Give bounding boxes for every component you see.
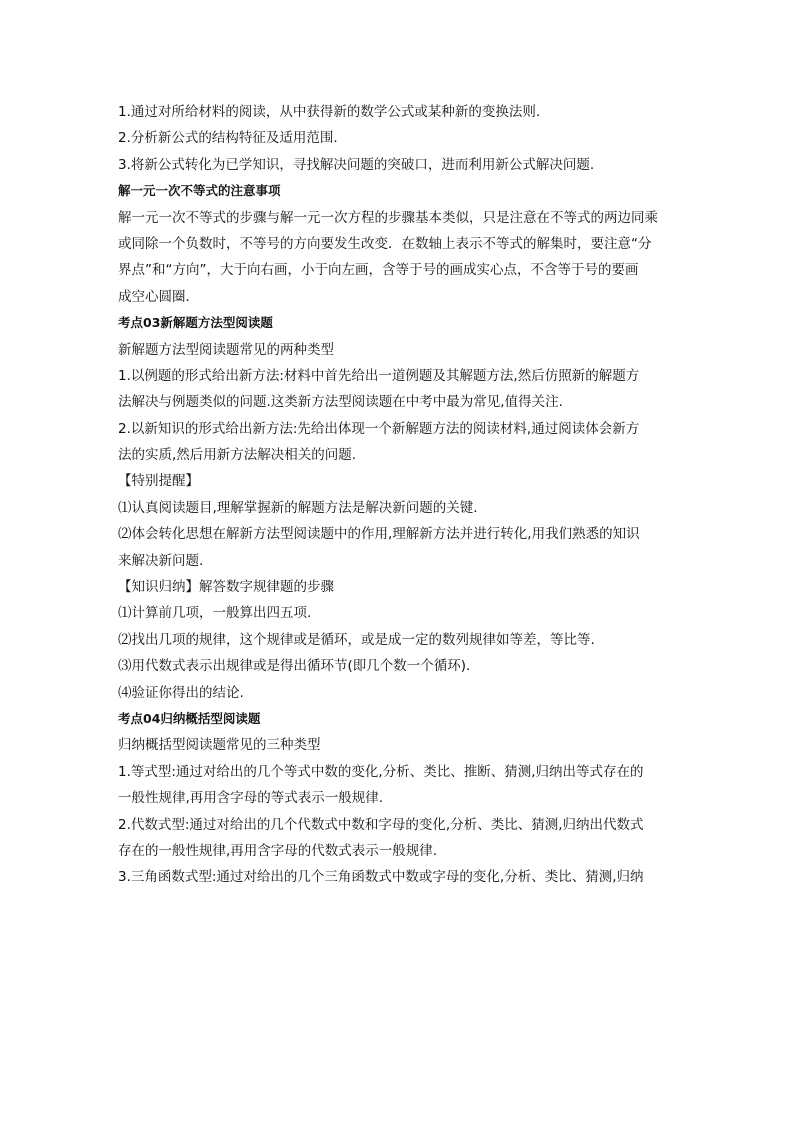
text-line-28: 2.代数式型:通过对给出的几个代数式中数和字母的变化,分析、类比、猜测,归纳出代数式 [118,816,644,833]
section-heading-kaodian-04: 考点04归纳概括型阅读题 [118,710,261,726]
text-line-14: 法的实质,然后用新方法解决相关的问题. [118,447,357,464]
text-line-1: 1.通过对所给材料的阅读，从中获得新的数学公式或某种新的变换法则. [118,104,541,120]
text-line-27: 一般性规律,再用含字母的等式表示一般规律. [118,790,384,807]
text-line-16: ⑴认真阅读题目,理解掌握新的解题方法是解决新问题的关键. [118,499,478,516]
section-heading-kaodian-03: 考点03新解题方法型阅读题 [118,315,273,331]
text-line-25: 归纳概括型阅读题常见的三种类型 [118,737,321,754]
text-line-12: 法解决与例题类似的问题.这类新方法型阅读题在中考中最为常见,值得关注. [118,394,563,411]
text-line-21: ⑵找出几项的规律，这个规律或是循环，或是成一定的数列规律如等差，等比等. [118,631,595,648]
text-line-3: 3.将新公式转化为已学知识，寻找解决问题的突破口，进而利用新公式解决问题. [118,156,595,173]
text-line-10: 新解题方法型阅读题常见的两种类型 [118,341,334,358]
text-line-26: 1.等式型:通过对给出的几个等式中数的变化,分析、类比、推断、猜测,归纳出等式存在的 [118,763,644,780]
text-line-8: 成空心圆圈． [118,288,199,305]
text-line-13: 2.以新知识的形式给出新方法:先给出体现一个新解题方法的阅读材料,通过阅读体会新方 [118,420,640,437]
text-line-23: ⑷验证你得出的结论. [118,684,244,701]
text-line-6: 或同除一个负数时，不等号的方向要发生改变．在数轴上表示不等式的解集时，要注意“分 [118,235,652,252]
text-line-7: 界点”和“方向”，大于向右画，小于向左画，含等于号的画成实心点，不含等于号的要画 [118,262,639,279]
text-line-5: 解一元一次不等式的步骤与解一元一次方程的步骤基本类似，只是注意在不等式的两边同乘 [118,209,658,226]
text-line-2: 2.分析新公式的结构特征及适用范围. [118,130,338,147]
text-line-11: 1.以例题的形式给出新方法:材料中首先给出一道例题及其解题方法,然后仿照新的解题方 [118,367,640,384]
section-heading-inequality: 解一元一次不等式的注意事项 [118,183,281,199]
knowledge-summary-heading: 【知识归纳】解答数字规律题的步骤 [118,579,334,596]
text-line-22: ⑶用代数式表示出规律或是得出循环节(即几个数一个循环). [118,658,471,675]
text-line-29: 存在的一般性规律,再用含字母的代数式表示一般规律. [118,842,438,859]
text-line-17: ⑵体会转化思想在解新方法型阅读题中的作用,理解新方法并进行转化,用我们熟悉的知识 [118,526,640,543]
text-line-18: 来解决新问题. [118,552,204,569]
special-reminder-heading: 【特别提醒】 [118,473,199,490]
document-page [118,99,678,891]
text-line-20: ⑴计算前几项，一般算出四五项. [118,605,312,622]
text-line-30: 3.三角函数式型:通过对给出的几个三角函数式中数或字母的变化,分析、类比、猜测,归纳 [118,869,644,886]
